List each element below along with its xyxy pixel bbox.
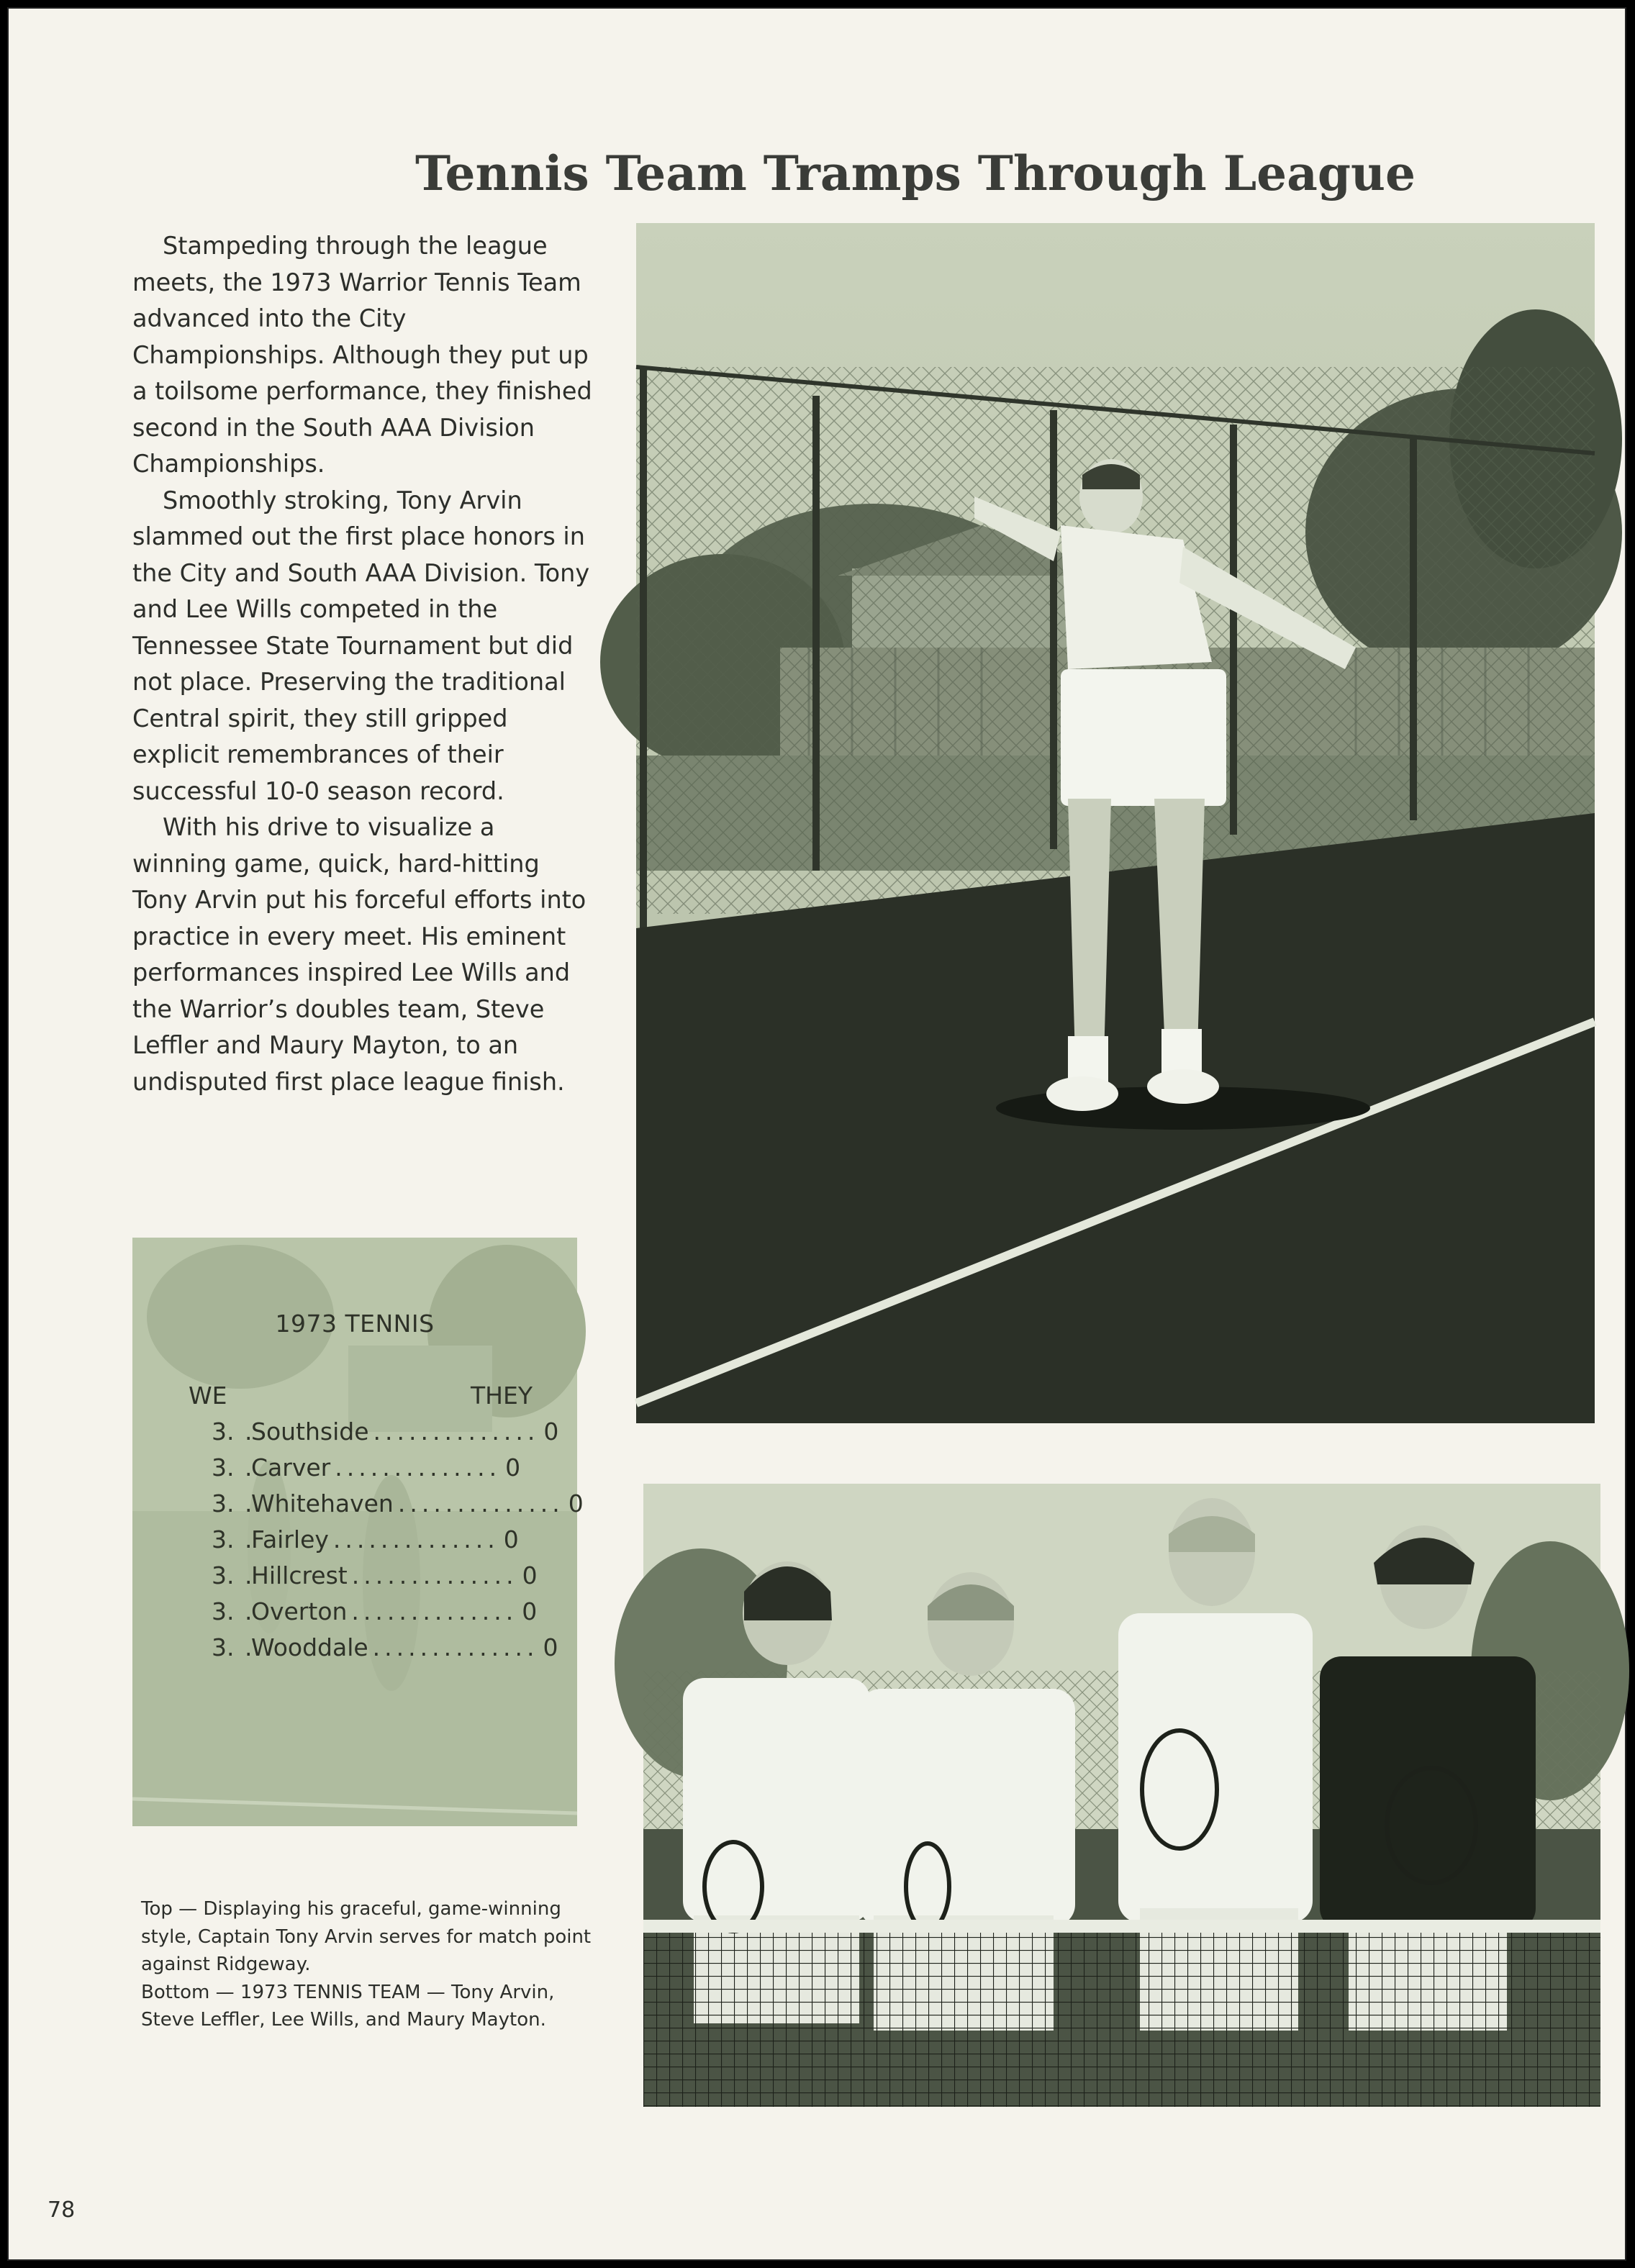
article-paragraph: With his drive to visualize a winning game, quick, hard-hitting Tony Arvin put his forceful efforts into practice in every meet. His eminent performances inspired Lee Wills and the Warrior’s doubles team, Steve Leffler and Maury Mayton, to an undisputed first place league finish. — [132, 813, 586, 1096]
they-score: 0 — [543, 1418, 559, 1446]
result-row: 3 . . Southside .............. 0 — [212, 1418, 559, 1446]
page-number: 78 — [47, 2197, 76, 2223]
we-column-header: WE — [189, 1382, 227, 1410]
we-score: 3 — [212, 1633, 227, 1661]
we-score: 3 — [212, 1453, 227, 1482]
they-score: 0 — [505, 1453, 521, 1482]
page-headline: Tennis Team Tramps Through League — [415, 145, 1416, 201]
result-row: 3 . . Carver .............. 0 — [212, 1453, 521, 1482]
we-score: 3 — [212, 1597, 227, 1625]
article-paragraph: Stampeding through the league meets, the 1973 Warrior Tennis Team advanced into the City Championships. Although they put up a toilsome performance, they finished second in the South AAA Division Championships. — [132, 232, 592, 478]
result-row: 3 . . Overton .............. 0 — [212, 1597, 538, 1625]
team-photo — [643, 1484, 1600, 2107]
article-body — [132, 228, 593, 1100]
yearbook-page — [7, 7, 1626, 2261]
opponent-name: Hillcrest — [251, 1561, 348, 1589]
scoreboard-title: 1973 TENNIS — [275, 1310, 435, 1338]
opponent-name: Southside — [251, 1418, 369, 1446]
they-score: 0 — [503, 1525, 519, 1553]
article-paragraph: Smoothly stroking, Tony Arvin slammed out the first place honors in the City and South AAA Division. Tony and Lee Wills competed in the Tennessee State Tournament but did not place. Preserving the traditional Central spirit, they still gripped explicit remembrances of their successful 10-0 season record. — [132, 486, 590, 805]
result-row: 3 . . Hillcrest .............. 0 — [212, 1561, 538, 1589]
opponent-name: Overton — [251, 1597, 348, 1625]
result-row: 3 . . Fairley .............. 0 — [212, 1525, 519, 1553]
we-score: 3 — [212, 1418, 227, 1446]
results-list — [212, 1418, 584, 1669]
we-score: 3 — [212, 1561, 227, 1589]
we-score: 3 — [212, 1489, 227, 1518]
they-score: 0 — [543, 1633, 558, 1661]
opponent-name: Fairley — [251, 1525, 329, 1553]
result-row: 3 . . Wooddale .............. 0 — [212, 1633, 558, 1661]
season-scoreboard — [132, 1238, 584, 1826]
they-score: 0 — [522, 1561, 538, 1589]
caption-top: Top — Displaying his graceful, game-winning style, Captain Tony Arvin serves for match point against Ridgeway. — [141, 1898, 592, 1975]
they-score: 0 — [568, 1489, 584, 1518]
they-column-header: THEY — [471, 1382, 533, 1410]
opponent-name: Wooddale — [251, 1633, 368, 1661]
serving-player-photo — [636, 223, 1595, 1423]
opponent-name: Carver — [251, 1453, 331, 1482]
photo-caption — [141, 1895, 602, 2034]
we-score: 3 — [212, 1525, 227, 1553]
caption-bottom: Bottom — 1973 TENNIS TEAM — Tony Arvin, Steve Leffler, Lee Wills, and Maury Mayton. — [141, 1981, 555, 2031]
they-score: 0 — [522, 1597, 538, 1625]
result-row: 3 . . Whitehaven .............. 0 — [212, 1489, 584, 1518]
opponent-name: Whitehaven — [251, 1489, 394, 1518]
